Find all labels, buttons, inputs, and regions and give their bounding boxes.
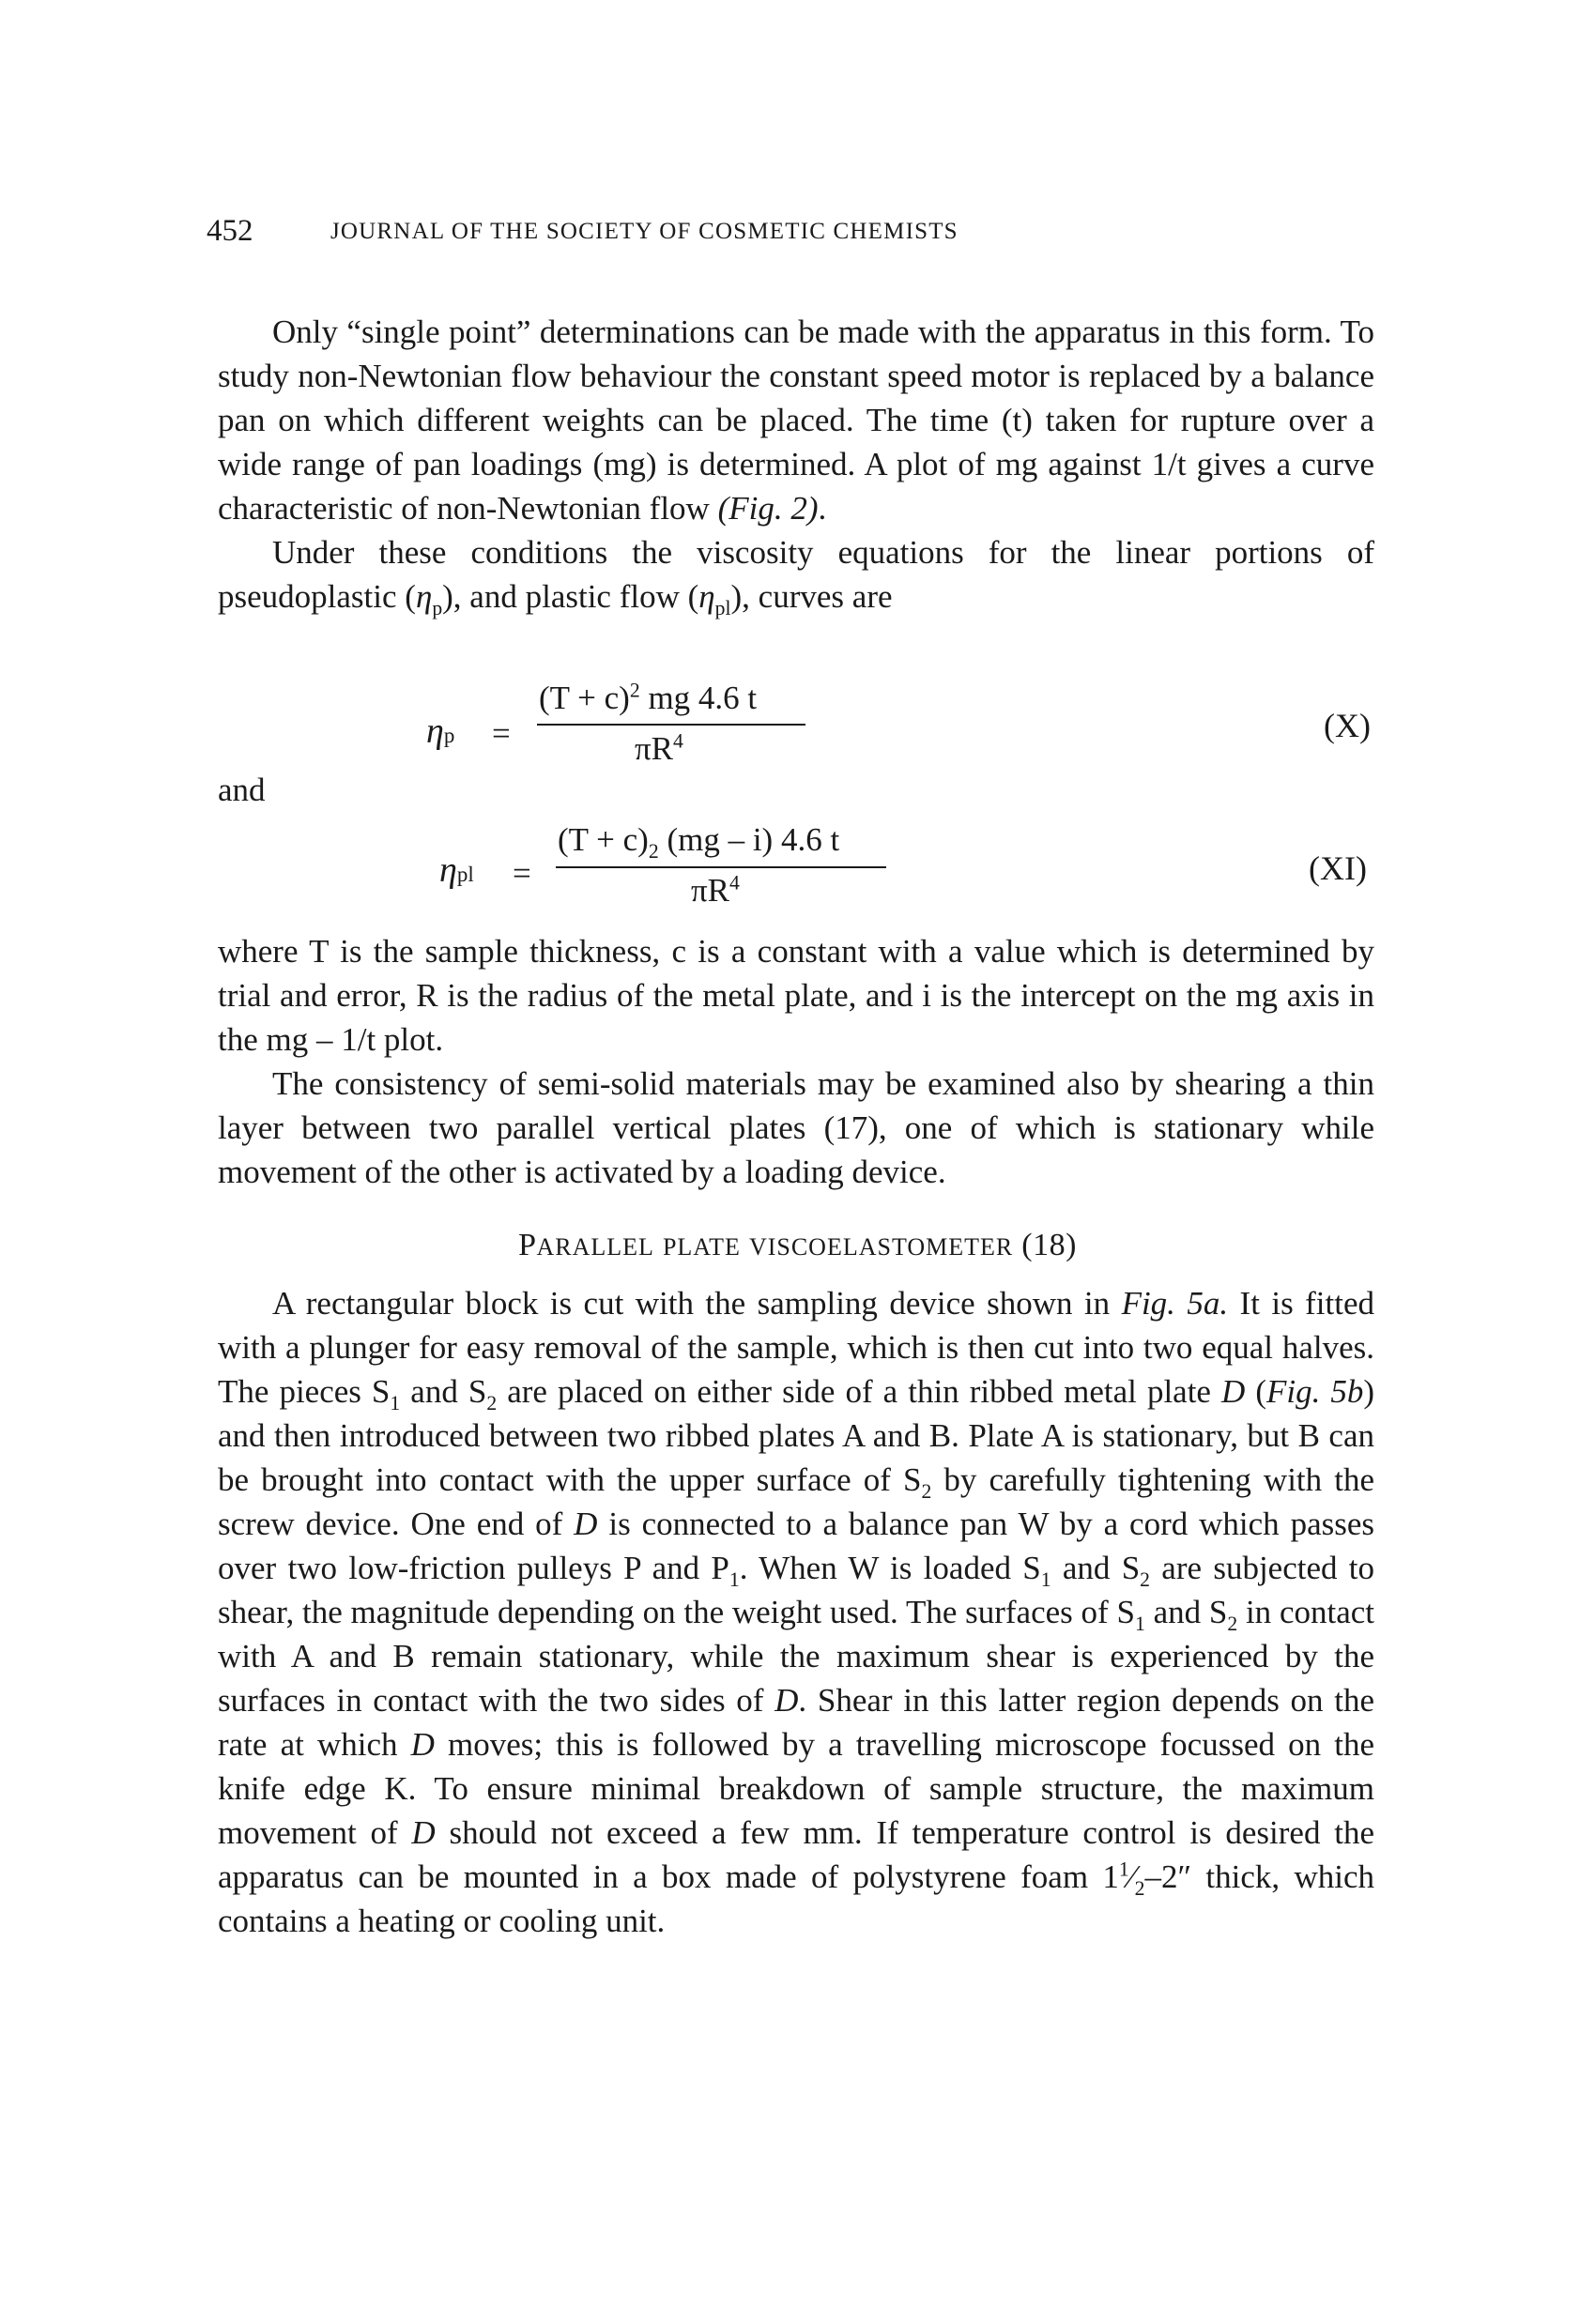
equation-xi-numerator: $(T + c)_2$ (mg – i) 4.6 t (558, 821, 840, 863)
text-block-top (218, 310, 1374, 619)
equation-x-lhs: ηp (426, 711, 455, 751)
paragraph-variable-definitions: where T is the sample thickness, c is a constant with a value which is determined by trial and error, R is the radius of the metal plate, and i is the intercept on the mg axis in the mg – 1/t plot. (218, 933, 1374, 1058)
section-heading: PARALLEL PLATE VISCOELASTOMETER (18) (518, 1228, 1077, 1262)
equation-x-numerator: $(T + c)^2$ mg 4.6 t (539, 679, 758, 716)
equation-x-fraction-bar (537, 724, 805, 726)
paragraph-viscosity-equations: Under these conditions the viscosity equations for the linear portions of pseudoplastic $(\eta_p)$, and plastic flow $(\eta_{pl})$, curves are (218, 534, 1374, 619)
paragraph-viscoelastometer: A rectangular block is cut with the sampling device shown in Fig. 5a. It is fitted with a plunger for easy removal of the sample, which is then cut into two equal halves. The pieces $S_1$ and $S_2$ are placed on either side of a thin ribbed metal plate D (Fig. 5b) and then introduced between two ribbed plates A and B. Plate A is stationary, but B can be brought into contact with the upper surface of $S_2$ by carefully tightening with the screw device. One end of D is connected to a balance pan W by a cord which passes over two low-friction pulleys P and $P_1$. When W is loaded $S_1$ and $S_2$ are subjected to shear, the magnitude depending on the weight used. The surfaces of $S_1$ and $S_2$ in contact with A and B remain stationary, while the maximum shear is experienced by the surfaces in contact with the two sides of D. Shear in this latter region depends on the rate at which D moves; this is followed by a travelling microscope focussed on the knife edge K. To ensure minimal breakdown of sample structure, the maximum movement of D should not exceed a few mm. If temperature control is desired the apparatus can be mounted in a box made of polystyrene foam $1^1⁄_2-2''$ thick, which contains a heating or cooling unit. (218, 1285, 1375, 1939)
figure-reference: (Fig. 2) (717, 490, 819, 527)
paragraph-single-point: Only “single point” determinations can be made with the apparatus in this form. To study non-Newtonian flow behaviour the constant speed motor is replaced by a balance pan on which different weights can be placed. The time (t) taken for rupture over a wide range of pan loadings (mg) is determined. A plot of mg against 1/t gives a curve characteristic of non-Newtonian flow (Fig. 2). (218, 313, 1374, 527)
journal-page: 452 JOURNAL OF THE SOCIETY OF COSMETIC CHEMISTS Only “single point” determinations can be made with the apparatus in this form. To study non-Newtonian flow behaviour the constant speed motor is replaced by a balance pan on which different weights can be placed. The time (t) taken for rupture over a wide range of pan loadings (mg) is determined. A plot of mg against 1/t gives a curve characteristic of non-Newtonian flow (Fig. 2). Under these conditions the viscosity equations for the linear portions of pseudoplastic $(\eta_p)$, and plastic flow $(\eta_{pl})$, curves are ηp = $(T + c)^2$ mg 4.6 t $\pi R^4$ (X) and ηpl = $(T + c)_2$ (mg – i) 4.6 t $\pi R^4$ (XI) where T is the sample thickness, c is a constant with a value which is determined by trial and error, R is the radius of the metal plate, and i is the intercept on the mg axis in the mg – 1/t plot. The consistency of semi-solid materials may be examined also by shearing a thin layer between two parallel vertical plates (17), one of which is stationary while movement of the other is activated by a loading device. PARALLEL PLATE VISCOELASTOMETER (18) A rectangular block is cut with the sampling device shown in Fig. 5a. It is fitted with a plunger for easy removal of the sample, which is then cut into two equal halves. The pieces $S_1$ and $S_2$ are placed on either side of a thin ribbed metal plate D (Fig. 5b) and then introduced between two ribbed plates A and B. Plate A is stationary, but B can be brought into contact with the upper surface of $S_2$ by carefully tightening with the screw device. One end of D is connected to a balance pan W by a cord which passes over two low-friction pulleys P and $P_1$. When W is loaded $S_1$ and $S_2$ are subjected to shear, the magnitude depending on the weight used. The surfaces of $S_1$ and $S_2$ in contact with A and B remain stationary, while the maximum shear is experienced by the surfaces in contact with the two sides of D. Shear in this latter region depends on the rate at which D moves; this is followed by a travelling microscope focussed on the knife edge K. To ensure minimal breakdown of sample structure, the maximum movement of D should not exceed a few mm. If temperature control is desired the apparatus can be mounted in a box made of polystyrene foam $1^1⁄_2-2''$ thick, which contains a heating or cooling unit. (0, 0, 1595, 2324)
equation-x-denominator: $\pi R^4$ (635, 729, 683, 767)
running-header (207, 214, 1389, 261)
equation-xi-lhs: ηpl (439, 850, 474, 890)
equation-x-label: (X) (1324, 707, 1371, 744)
page-number: 452 (207, 214, 253, 248)
paragraph-consistency: The consistency of semi-solid materials may be examined also by shearing a thin layer between two parallel vertical plates (17), one of which is stationary while movement of the other is activated by a loading device. (218, 1065, 1374, 1190)
equation-xi-label: (XI) (1309, 849, 1367, 887)
journal-title: JOURNAL OF THE SOCIETY OF COSMETIC CHEMISTS (330, 219, 959, 244)
equation-xi-denominator: $\pi R^4$ (691, 871, 740, 909)
connector-and: and (218, 772, 266, 808)
equation-xi-fraction-bar (556, 866, 886, 868)
text-block-middle (218, 929, 1374, 1194)
text-block-bottom (218, 1281, 1374, 1943)
